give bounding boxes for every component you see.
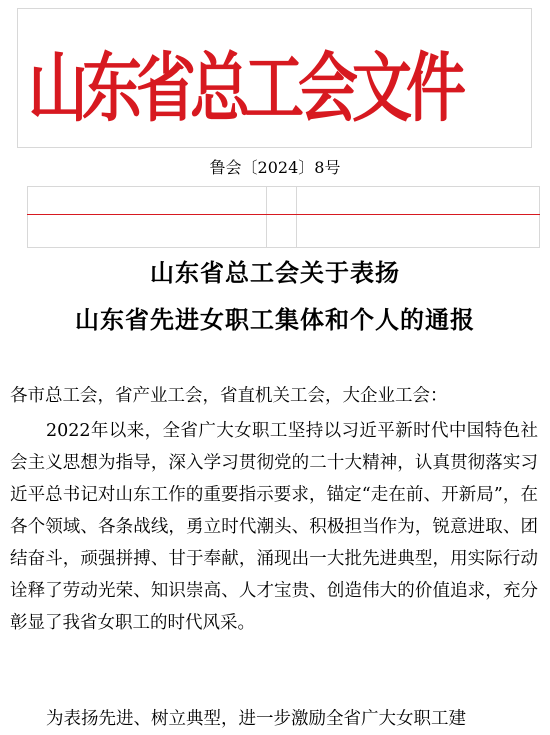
- notice-title-line-2: 山东省先进女职工集体和个人的通报: [75, 305, 475, 334]
- body-paragraph: 2022年以来，全省广大女职工坚持以习近平新时代中国特色社会主义思想为指导，深入学习贯彻党的二十大精神，认真贯彻落实习近平总书记对山东工作的重要指示要求，锚定“走在前、开新局”，在各个领域、各条战线，勇立时代潮头、积极担当作为，锐意进取、团结奋斗，顽强拼搏、甘于奉献，涌现出一大批先进典型，用实际行动诠释了劳动光荣、知识崇高、人才宝贵、创造伟大的价值追求，充分彰显了我省女职工的时代风采。: [10, 421, 538, 633]
- frame-divider: [266, 187, 267, 247]
- notice-title-line-1: 山东省总工会关于表扬: [150, 258, 400, 287]
- body-paragraph: 为表扬先进、树立典型，进一步激励全省广大女职工建: [46, 709, 466, 729]
- masthead-title: 山东省总工会文件: [28, 45, 460, 133]
- document-number: 鲁会〔2024〕8号: [209, 158, 341, 177]
- red-separator-line: [27, 214, 540, 215]
- separator-frame: [27, 186, 540, 248]
- frame-divider: [296, 187, 297, 247]
- salutation: 各市总工会，省产业工会，省直机关工会，大企业工会：: [10, 386, 448, 406]
